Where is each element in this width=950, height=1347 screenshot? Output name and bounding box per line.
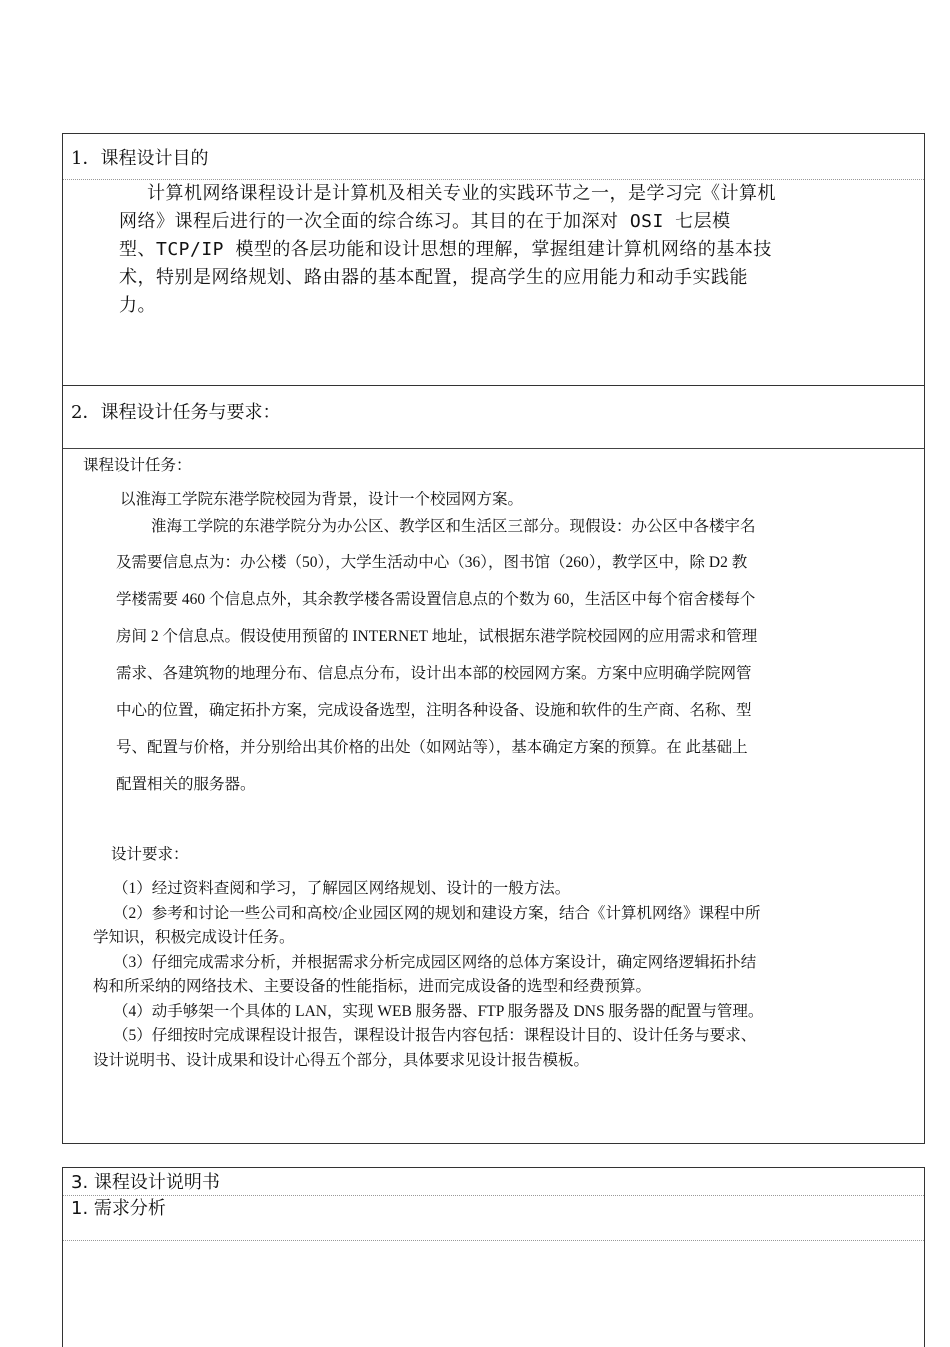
purpose-line: 网络》课程后进行的一次全面的综合练习。其目的在于加深对 OSI 七层模: [119, 211, 731, 232]
purpose-line: 术，特别是网络规划、路由器的基本配置，提高学生的应用能力和动手实践能: [119, 267, 748, 288]
divider: [63, 1195, 924, 1196]
spec-heading: 3. 课程设计说明书: [71, 1172, 220, 1193]
task-title: 课程设计任务：: [83, 457, 192, 474]
requirements-title: 设计要求：: [111, 846, 189, 863]
requirement-line: （3）仔细完成需求分析，并根据需求分析完成园区网络的总体方案设计，确定网络逻辑拓扑结: [113, 954, 757, 971]
requirement-line: （2）参考和讨论一些公司和高校/企业园区网的规划和建设方案，结合《计算机网络》课程中所: [113, 905, 761, 922]
task-line: 学楼需要 460 个信息点外，其余教学楼各需设置信息点的个数为 60，生活区中每个宿舍楼每个: [116, 591, 756, 608]
purpose-line: 计算机网络课程设计是计算机及相关专业的实践环节之一，是学习完《计算机: [147, 183, 776, 204]
task-line: 以淮海工学院东港学院校园为背景，设计一个校园网方案。: [120, 491, 524, 508]
task-line: 配置相关的服务器。: [116, 776, 256, 793]
task-line: 中心的位置，确定拓扑方案，完成设备选型，注明各种设备、设施和软件的生产商、名称、型: [116, 702, 752, 719]
purpose-line: 力。: [119, 295, 156, 316]
requirement-line: 构和所采纳的网络技术、主要设备的性能指标，进而完成设备的选型和经费预算。: [93, 978, 652, 995]
purpose-line: 型、TCP/IP 模型的各层功能和设计思想的理解，掌握组建计算机网络的基本技: [119, 239, 772, 260]
requirement-line: 设计说明书、设计成果和设计心得五个部分，具体要求见设计报告模板。: [93, 1052, 590, 1069]
task-line: 需求、各建筑物的地理分布、信息点分布，设计出本部的校园网方案。方案中应明确学院网管: [116, 665, 752, 682]
task-heading: 2．课程设计任务与要求：: [71, 402, 281, 423]
section-task-requirements: [62, 385, 925, 1144]
purpose-paragraph: [119, 180, 915, 320]
divider: [63, 448, 924, 449]
task-line: 号、配置与价格，并分别给出其价格的出处（如网站等），基本确定方案的预算。在 此基础上: [116, 739, 748, 756]
task-line: 房间 2 个信息点。假设使用预留的 INTERNET 地址，试根据东港学院校园网的应用需求和管理: [116, 628, 758, 645]
divider: [63, 1240, 924, 1241]
section-purpose: [62, 133, 925, 386]
requirement-line: （5）仔细按时完成课程设计报告，课程设计报告内容包括：课程设计目的、设计任务与要求、: [113, 1027, 757, 1044]
requirements-analysis-heading: 1. 需求分析: [71, 1198, 166, 1219]
task-line: 及需要信息点为：办公楼（50），大学生活动中心（36），图书馆（260），教学区中，除 D2 教: [116, 554, 748, 571]
task-line: 淮海工学院的东港学院分为办公区、教学区和生活区三部分。现假设：办公区中各楼宇名: [151, 518, 756, 535]
purpose-heading: 1．课程设计目的: [71, 148, 209, 169]
section-design-spec: [62, 1167, 925, 1347]
requirement-line: 学知识，积极完成设计任务。: [93, 929, 295, 946]
requirement-line: （4）动手够架一个具体的 LAN，实现 WEB 服务器、FTP 服务器及 DNS 服务器的配置与管理。: [113, 1003, 764, 1020]
requirement-line: （1）经过资料查阅和学习，了解园区网络规划、设计的一般方法。: [113, 880, 571, 897]
